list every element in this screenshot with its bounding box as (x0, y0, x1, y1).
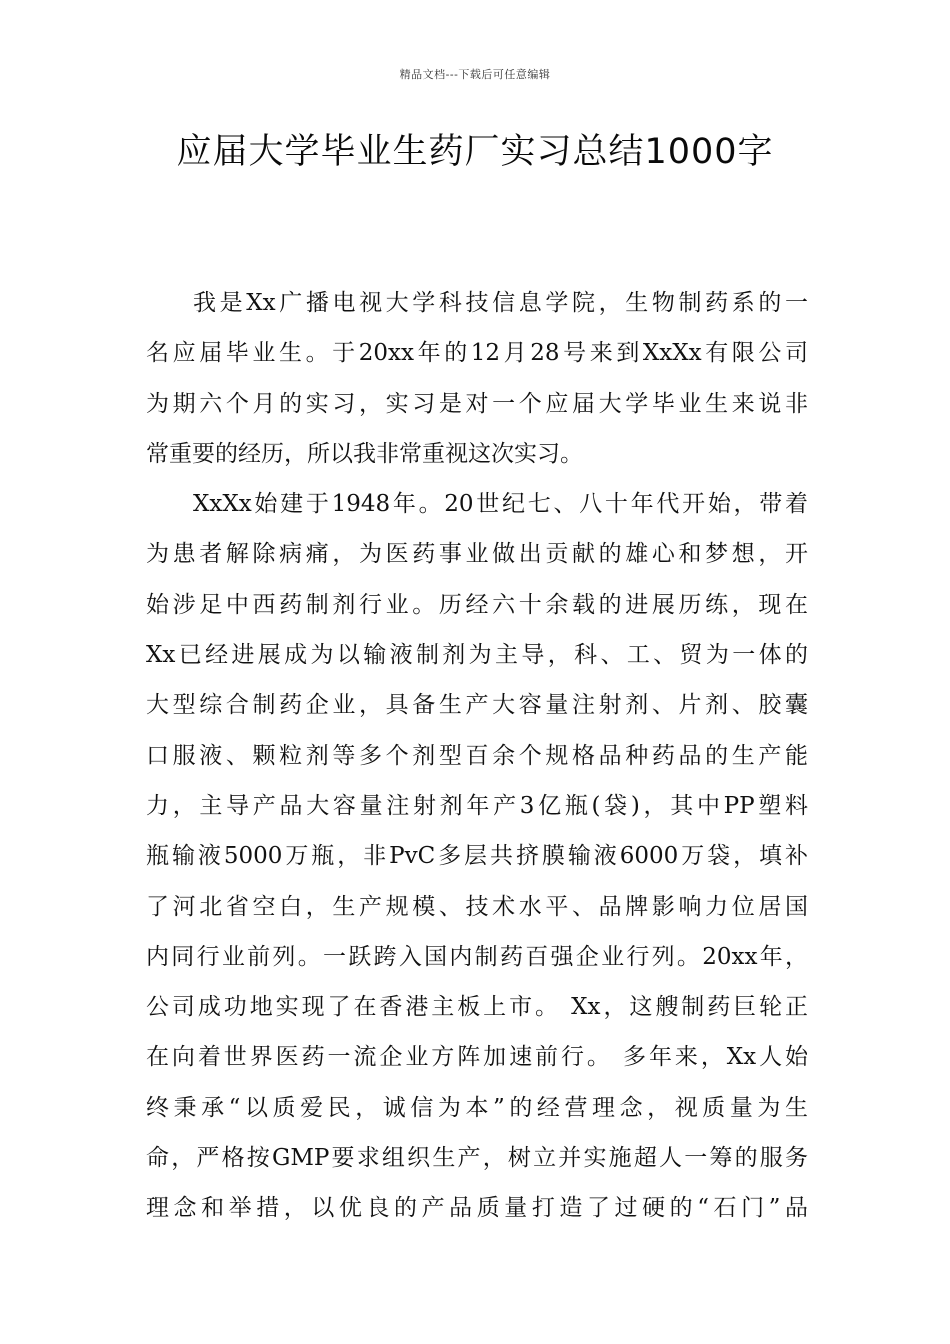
paragraph-2-line-3: 始涉足中西药制剂行业。历经六十余载的进展历练，现在 (146, 591, 808, 618)
paragraph-2-line-10: 内同行业前列。一跃跨入国内制药百强企业行列。20xx年， (146, 943, 808, 970)
paragraph-2-line-2: 为患者解除病痛，为医药事业做出贡献的雄心和梦想，开 (146, 541, 808, 568)
document-body (146, 278, 808, 1234)
paragraph-1-line-4: 常重要的经历，所以我非常重视这次实习。 (146, 440, 583, 467)
paragraph-2-line-13: 终秉承“以质爱民，诚信为本”的经营理念，视质量为生 (146, 1094, 808, 1121)
paragraph-2-line-12: 在向着世界医药一流企业方阵加速前行。 多年来，Xx人始 (146, 1044, 808, 1071)
paragraph-2-line-7: 力，主导产品大容量注射剂年产3亿瓶(袋)，其中PP塑料 (146, 792, 808, 819)
paragraph-2-line-15: 理念和举措，以优良的产品质量打造了过硬的“石门”品 (146, 1195, 808, 1222)
paragraph-2-line-8: 瓶输液5000万瓶，非PvC多层共挤膜输液6000万袋，填补 (146, 843, 808, 870)
header-note: 精品文档---下载后可任意编辑 (399, 68, 551, 81)
paragraph-2-line-4: Xx已经进展成为以输液制剂为主导，科、工、贸为一体的 (146, 642, 808, 669)
paragraph-2-line-9: 了河北省空白，生产规模、技术水平、品牌影响力位居国 (146, 893, 808, 920)
paragraph-2-line-11: 公司成功地实现了在香港主板上市。 Xx，这艘制药巨轮正 (146, 994, 808, 1021)
paragraph-2-line-1: XxXx始建于1948年。20世纪七、八十年代开始，带着 (193, 491, 808, 518)
paragraph-1-line-2: 名应届毕业生。于20xx年的12月28号来到XxXx有限公司 (146, 340, 808, 367)
paragraph-1-line-3: 为期六个月的实习，实习是对一个应届大学毕业生来说非 (146, 390, 808, 417)
paragraph-2-line-14: 命，严格按GMP要求组织生产，树立并实施超人一筹的服务 (146, 1145, 808, 1172)
document-title: 应届大学毕业生药厂实习总结1000字 (176, 132, 774, 172)
paragraph-2-line-6: 口服液、颗粒剂等多个剂型百余个规格品种药品的生产能 (146, 742, 808, 769)
paragraph-2-line-5: 大型综合制药企业，具备生产大容量注射剂、片剂、胶囊 (146, 692, 808, 719)
paragraph-1-line-1: 我是Xx广播电视大学科技信息学院，生物制药系的一 (193, 290, 808, 316)
